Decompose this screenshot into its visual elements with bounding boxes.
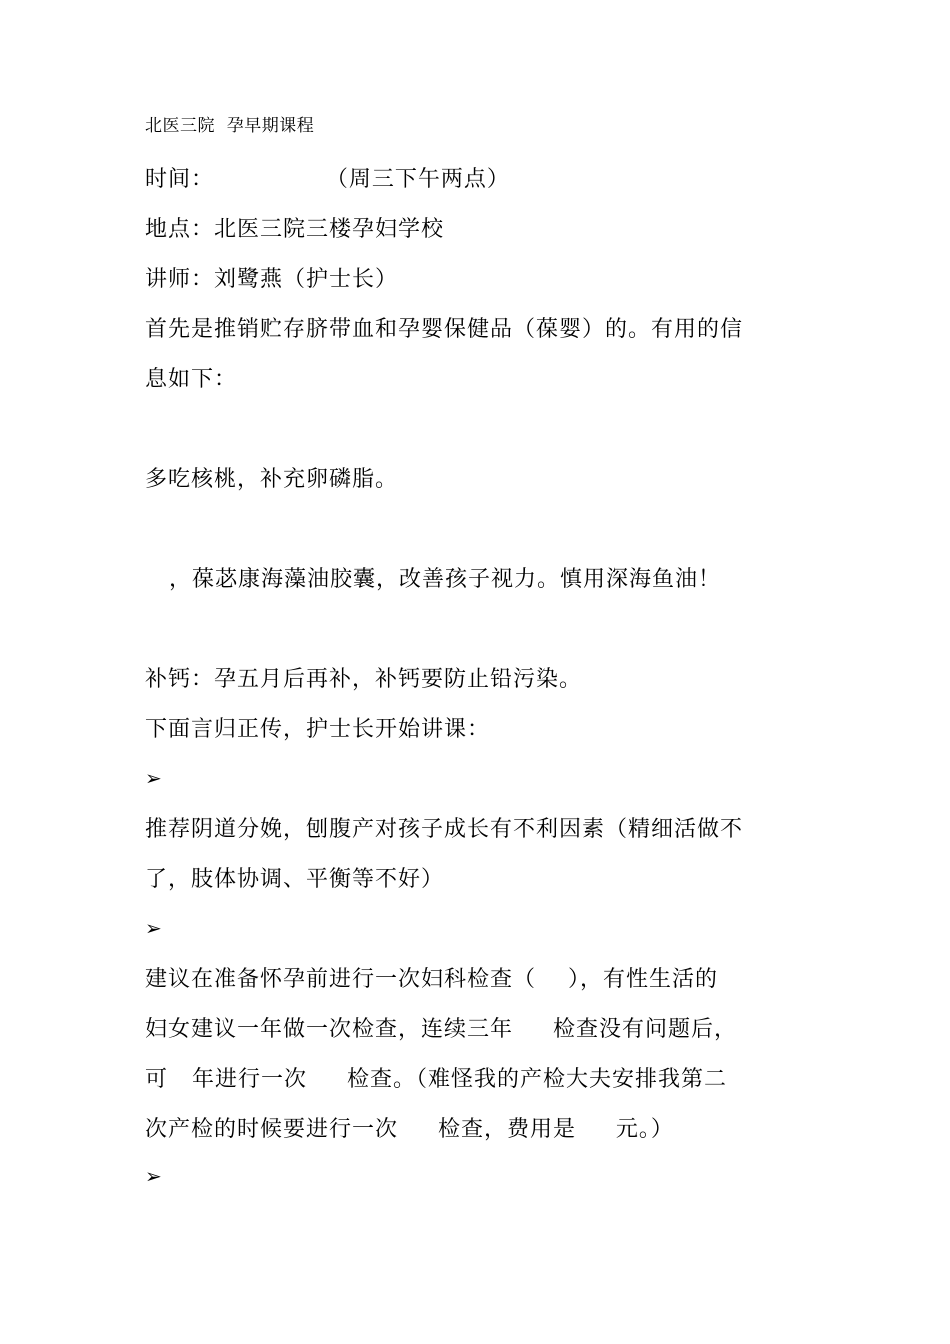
lecturer-line: 讲师：刘鹭燕（护士长） — [145, 267, 399, 292]
time-line: 时间： （周三下午两点） — [145, 167, 510, 192]
tip-calcium: 补钙：孕五月后再补，补钙要防止铅污染。 — [145, 667, 583, 692]
intro-paragraph-line-1: 首先是推销贮存脐带血和孕婴保健品（葆婴）的。有用的信 — [145, 317, 744, 342]
bullet-1-icon: ➢ — [145, 766, 162, 790]
point-1-line-2: 了，肢体协调、平衡等不好） — [145, 867, 445, 892]
document-header: 北医三院 孕早期课程 — [145, 116, 315, 136]
transition-line: 下面言归正传，护士长开始讲课： — [145, 717, 491, 742]
point-1-line-1: 推荐阴道分娩，刨腹产对孩子成长有不利因素（精细活做不 — [145, 817, 744, 842]
tip-dha: ，葆苾康海藻油胶囊，改善孩子视力。慎用深海鱼油！ — [145, 567, 721, 592]
point-2-line-3: 可 年进行一次 检查。（难怪我的产检大夫安排我第二 — [145, 1067, 727, 1092]
bullet-2-icon: ➢ — [145, 916, 162, 940]
point-2-line-1: 建议在准备怀孕前进行一次妇科检查（ ），有性生活的 — [145, 967, 718, 992]
tip-walnut: 多吃核桃，补充卵磷脂。 — [145, 467, 399, 492]
bullet-3-icon: ➢ — [145, 1164, 162, 1188]
point-2-line-2: 妇女建议一年做一次检查，连续三年 检查没有问题后， — [145, 1017, 737, 1042]
point-2-line-4: 次产检的时候要进行一次 检查，费用是 元。） — [145, 1117, 674, 1142]
intro-paragraph-line-2: 息如下： — [145, 367, 238, 392]
place-line: 地点：北医三院三楼孕妇学校 — [145, 217, 445, 242]
